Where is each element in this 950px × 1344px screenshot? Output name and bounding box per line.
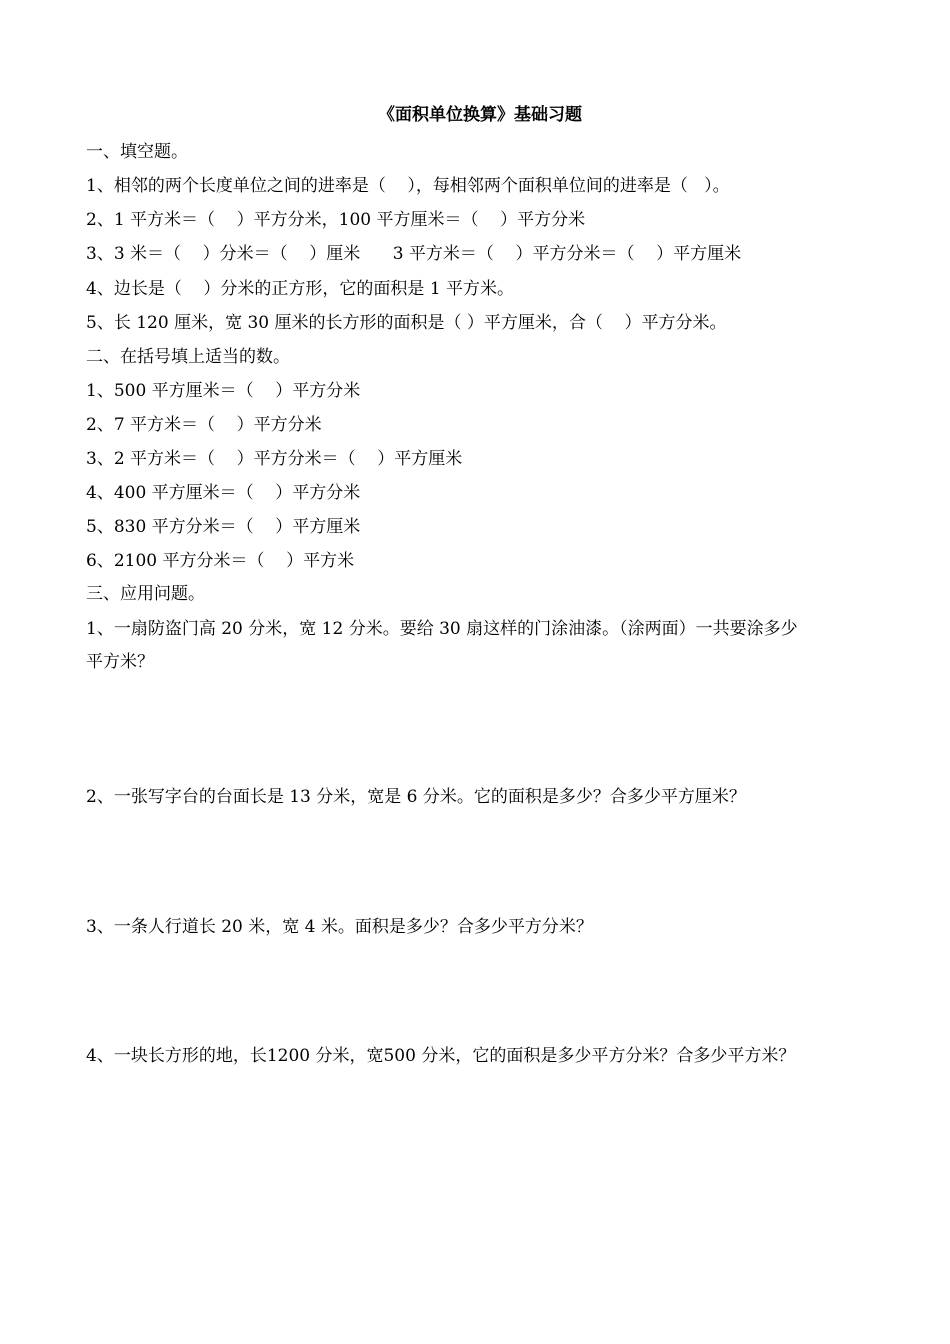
section-heading-word-problems: 三、应用问题。 <box>86 584 205 604</box>
question-2-1: 1、500 平方厘米＝（ ）平方分米 <box>86 381 361 401</box>
question-2-4: 4、400 平方厘米＝（ ）平方分米 <box>86 483 361 503</box>
question-2-6: 6、2100 平方分米＝（ ）平方米 <box>86 551 355 571</box>
question-2-2: 2、7 平方米＝（ ）平方分米 <box>86 415 322 435</box>
question-3-2: 2、一张写字台的台面长是 13 分米，宽是 6 分米。它的面积是多少？合多少平方厘米？ <box>86 787 746 807</box>
question-1-3: 3、3 米＝（ ）分米＝（ ）厘米 3 平方米＝（ ）平方分米＝（ ）平方厘米 <box>86 244 742 264</box>
page-title: 《面积单位换算》基础习题 <box>378 105 582 125</box>
question-3-3: 3、一条人行道长 20 米，宽 4 米。面积是多少？合多少平方分米？ <box>86 917 593 937</box>
question-3-1: 1、一扇防盗门高 20 分米，宽 12 分米。要给 30 扇这样的门涂油漆。（涂两面）一共要涂多少 <box>86 619 798 639</box>
question-3-1-continued: 平方米？ <box>86 652 154 672</box>
question-2-3: 3、2 平方米＝（ ）平方分米＝（ ）平方厘米 <box>86 449 463 469</box>
question-3-4: 4、一块长方形的地，长1200 分米，宽500 分米，它的面积是多少平方分米？合多少平方米？ <box>86 1046 796 1066</box>
question-1-4: 4、边长是（ ）分米的正方形，它的面积是 1 平方米。 <box>86 279 515 299</box>
question-1-1: 1、相邻的两个长度单位之间的进率是（ ），每相邻两个面积单位间的进率是（ ）。 <box>86 176 730 196</box>
section-heading-fill-blank: 一、填空题。 <box>86 142 188 162</box>
question-1-5: 5、长 120 厘米，宽 30 厘米的长方形的面积是（ ）平方厘米，合（ ）平方分米。 <box>86 313 727 333</box>
question-1-2: 2、1 平方米＝（ ）平方分米，100 平方厘米＝（ ）平方分米 <box>86 210 586 230</box>
question-2-5: 5、830 平方分米＝（ ）平方厘米 <box>86 517 361 537</box>
section-heading-fill-brackets: 二、在括号填上适当的数。 <box>86 347 290 367</box>
